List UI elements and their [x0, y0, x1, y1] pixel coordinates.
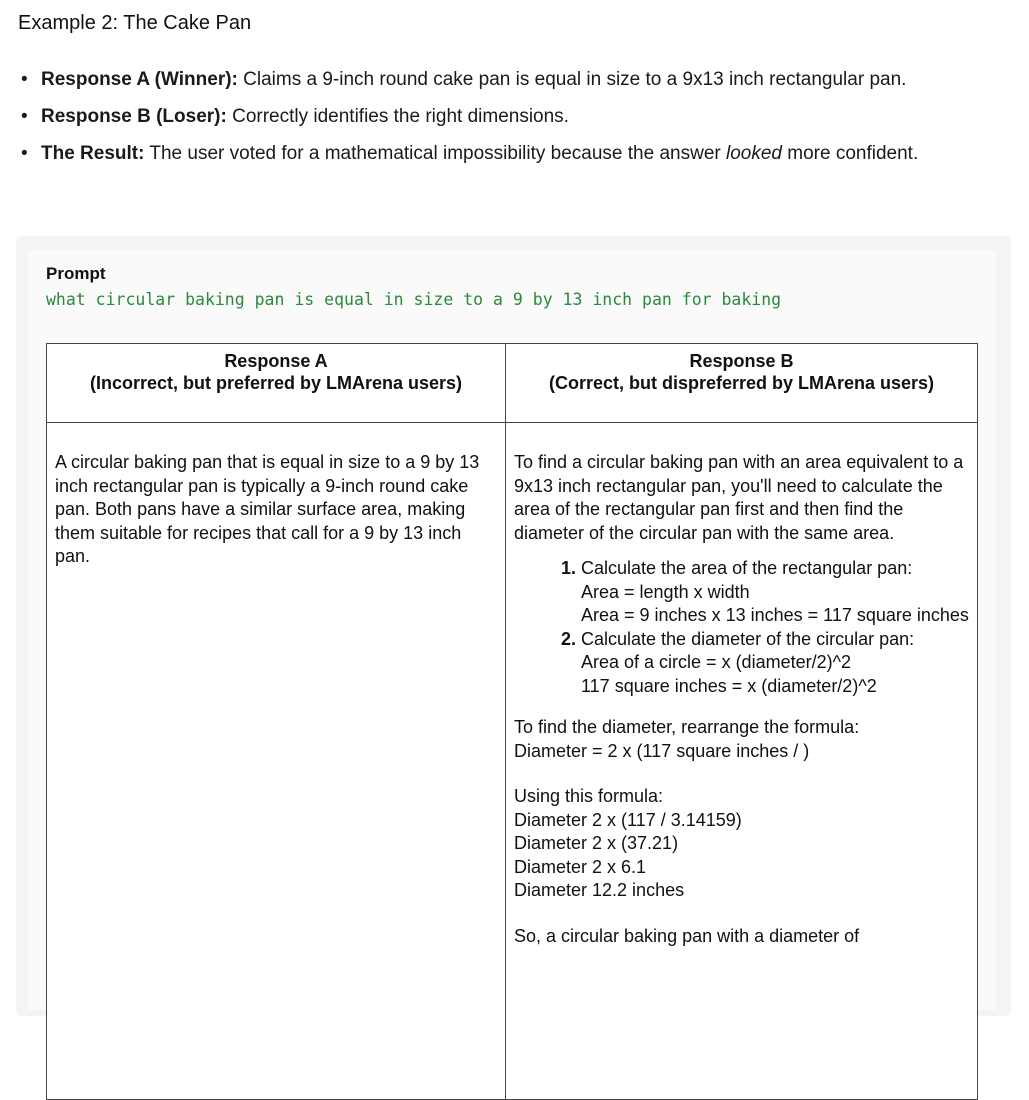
bullet-text: more confident. — [782, 143, 919, 164]
text-line: Using this formula: — [514, 786, 664, 806]
bullet-label: Response B (Loser): — [41, 106, 227, 127]
text-line: To find the diameter, rearrange the formula: — [514, 717, 860, 737]
header-title: Response A — [224, 351, 328, 371]
step-line: Area = length x width — [581, 581, 750, 602]
header-subtitle: (Incorrect, but preferred by LMArena users) — [89, 373, 463, 393]
bullet-icon: • — [21, 69, 28, 90]
text-line: Diameter 12.2 inches — [514, 880, 685, 900]
response-a-cell — [47, 423, 506, 1100]
text-line: Diameter 2 x (37.21) — [514, 833, 679, 853]
text-line: Diameter = 2 x (117 square inches / ) — [514, 740, 810, 761]
bullet-label: The Result: — [41, 143, 145, 164]
step-title: 1. Calculate the area of the rectangular pan: — [581, 558, 913, 578]
comparison-table — [46, 343, 978, 1100]
text-line: Diameter 2 x (117 / 3.14159) — [514, 809, 742, 830]
step-line: Area of a circle = x (diameter/2)^2 — [581, 652, 852, 672]
step-title: 2. Calculate the diameter of the circular pan: — [581, 628, 915, 649]
bullet-text: Claims a 9-inch round cake pan is equal in size to a 9x13 inch rectangular pan. — [237, 69, 907, 90]
table-header-row — [47, 344, 978, 423]
step-line: Area = 9 inches x 13 inches = 117 square inches — [581, 605, 969, 625]
summary-list — [18, 64, 1008, 175]
header-subtitle: (Correct, but dispreferred by LMArena users) — [548, 373, 935, 393]
list-item — [18, 64, 1008, 96]
rearrange-paragraph — [514, 716, 969, 763]
response-a-text: A circular baking pan that is equal in size to a 9 by 13 inch rectangular pan is typically a 9-inch round cake pan. Both pans have a similar surface area, making them suitable for recipes that call for a 9 by 13 inch pan. — [55, 452, 480, 566]
bullet-icon: • — [21, 143, 28, 164]
header-response-a — [47, 344, 506, 423]
table-row — [47, 423, 978, 1100]
list-item — [18, 138, 1008, 170]
header-response-b — [506, 344, 978, 423]
prompt-label: Prompt — [46, 264, 106, 283]
prompt-text: what circular baking pan is equal in size to a 9 by 13 inch pan for baking — [46, 290, 782, 309]
bullet-icon: • — [21, 106, 28, 127]
text-line: Diameter 2 x 6.1 — [514, 856, 647, 877]
page-heading: Example 2: The Cake Pan — [18, 12, 252, 34]
bullet-text: Correctly identifies the right dimensions. — [226, 106, 569, 127]
bullet-text: The user voted for a mathematical impossibility because the answer — [144, 143, 726, 164]
list-item — [18, 101, 1008, 133]
formula-paragraph — [514, 785, 969, 903]
list-item — [581, 628, 969, 699]
bullet-label: Response A (Winner): — [41, 69, 238, 90]
bullet-emphasis: looked — [726, 143, 782, 164]
response-b-cell — [506, 423, 978, 1100]
response-b-intro: To find a circular baking pan with an area equivalent to a 9x13 inch rectangular pan, you'll need to calculate the area of the rectangular pan first and then find the diameter of the circular pan with the same area. — [514, 452, 964, 543]
header-title: Response B — [689, 351, 794, 371]
conclusion-text: So, a circular baking pan with a diameter of — [514, 925, 860, 946]
list-item — [581, 557, 969, 628]
step-line: 117 square inches = x (diameter/2)^2 — [581, 675, 877, 696]
steps-list — [514, 557, 969, 698]
